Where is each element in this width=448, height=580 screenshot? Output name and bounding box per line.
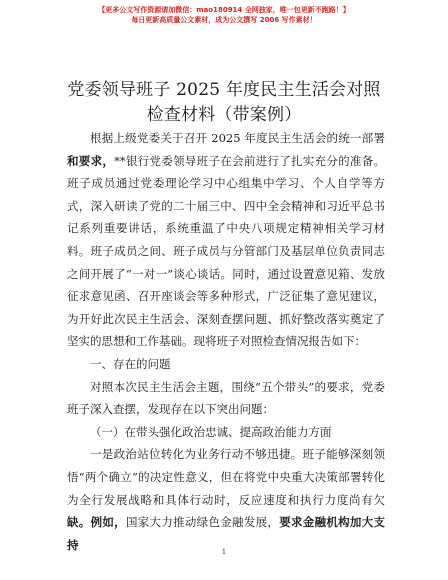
intro-text-bold: 和要求， [67, 153, 115, 168]
point-one-text-bold-2: 要求金融机构加大支持 [67, 515, 386, 552]
banner-line-2: 每日更新高质量公文素材，成为公文撰写 2006 写作素材！ [131, 16, 317, 24]
banner-line-1: 【更多公文写作资源请加微信：mao180914 全网独家，唯一包更新不跑路！】 [98, 6, 350, 14]
page-number: 1 [221, 548, 227, 556]
problem-intro-paragraph: 对照本次民主生活会主题，围绕“五个带头”的要求，党委班子深入查摆，发现存在以下突出问题： [67, 379, 385, 417]
point-one-text-c: 国家大力推动绿色金融发展， [125, 515, 280, 530]
section-heading: 一、存在的问题 [90, 356, 171, 371]
header-banner [0, 5, 448, 25]
point-one-paragraph [67, 443, 385, 556]
point-one-text-a: 一是政治站位转化为业务行动不够迅捷。班子能够深刻领悟“两个确立”的决定性意义，但在将党中央重大决策部署转化为全行发展战略和具体行动时，反应速度和执行力度尚有欠 [67, 447, 385, 507]
document-title: 党委领导班子 2025 年度民主生活会对照检查材料（带案例） [67, 80, 381, 125]
point-one-text-bold: 缺。例如， [67, 515, 126, 530]
intro-text-a: 根据上级党委关于召开 2025 年度民主生活会的统一部署 [90, 131, 385, 145]
subsection-heading: （一）在带头强化政治忠诚、提高政治能力方面 [90, 424, 332, 439]
intro-paragraph [67, 127, 385, 353]
intro-text-c: **银行党委领导班子在会前进行了扎实充分的准备。班子成员通过党委理论学习中心组集中学习、个人自学等方式，深入研读了党的二十届三中、四中全会精神和习近平总书记系列重要讲话，系统重温了中央八项规定精神相关学习材料。班子成员之间、班子成员与分管部门及基层单位负责同志之间开展了“一对一”谈心谈话。同时，通过设置意见箱、发放征求意见函、召开座谈会等多种形式，广泛征集了意见建议，为开好此次民主生活会、深刻查摆问题、抓好整改落实奠定了坚实的思想和工作基础。现将班子对照检查情况报告如下： [67, 153, 385, 349]
document-body [67, 127, 385, 556]
